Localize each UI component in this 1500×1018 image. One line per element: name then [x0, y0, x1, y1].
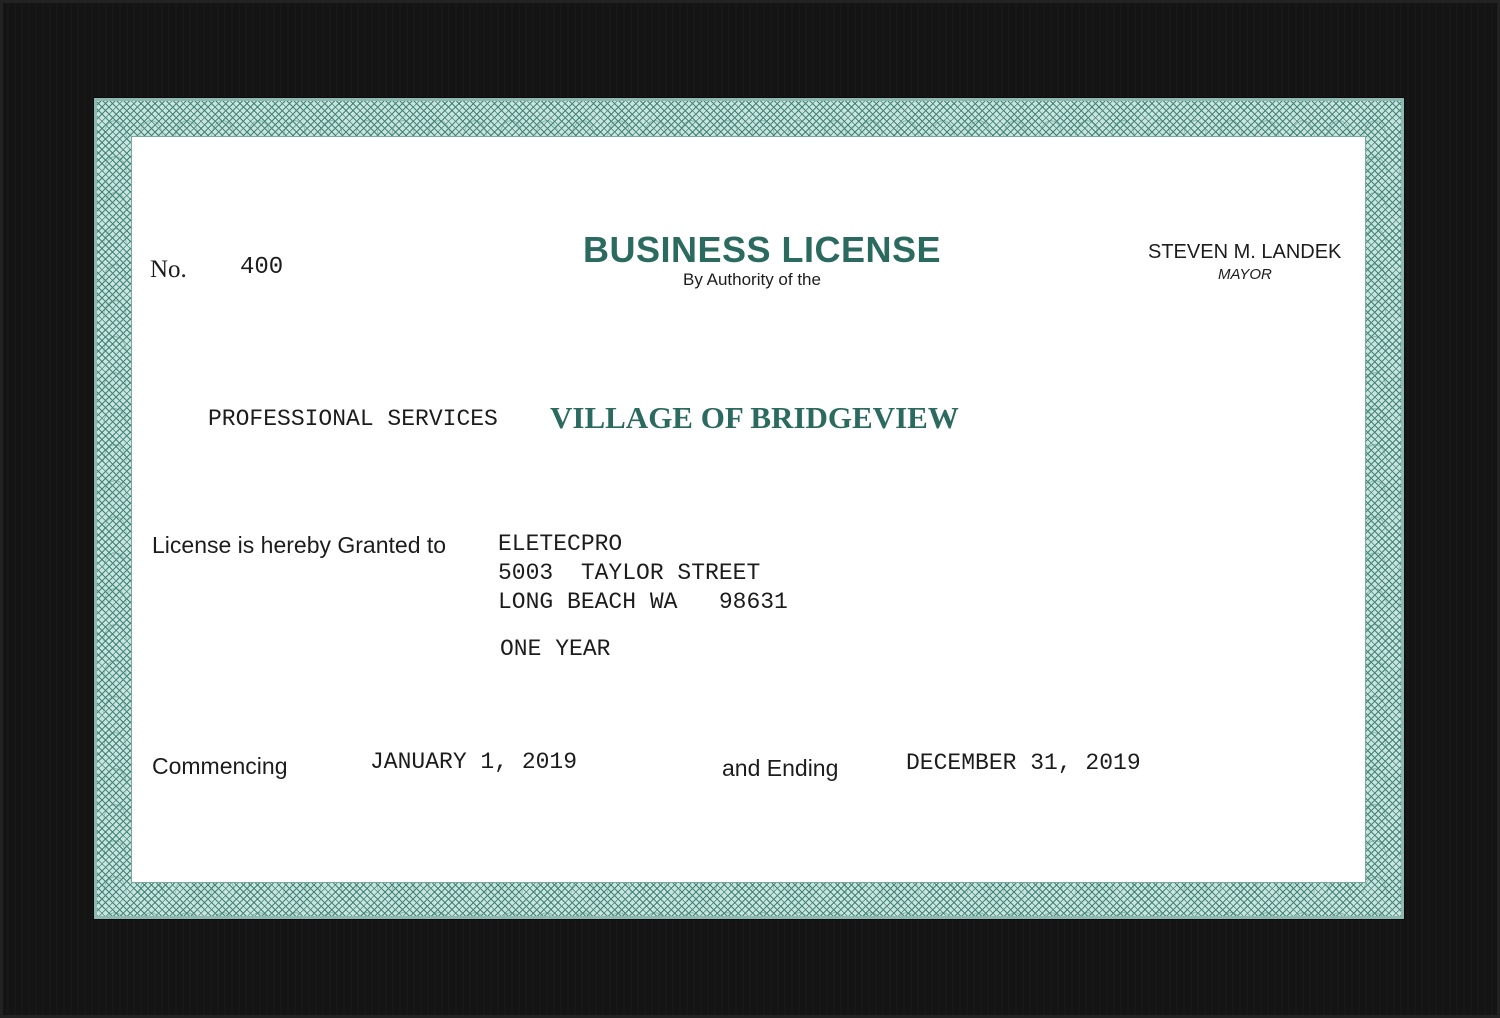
ending-label: and Ending [722, 755, 839, 781]
license-term: ONE YEAR [500, 636, 611, 662]
license-category: PROFESSIONAL SERVICES [208, 406, 498, 432]
license-number: 400 [240, 254, 284, 281]
issuing-village: VILLAGE OF BRIDGEVIEW [550, 400, 959, 435]
end-date: DECEMBER 31, 2019 [906, 750, 1141, 776]
granted-to-label: License is hereby Granted to [152, 532, 447, 558]
mayor-title: MAYOR [1218, 266, 1272, 283]
certificate-title: BUSINESS LICENSE [583, 229, 942, 270]
mayor-name: STEVEN M. LANDEK [1148, 241, 1342, 263]
grantee-name: ELETECPRO [498, 531, 623, 557]
grantee-street-address: 5003 TAYLOR STREET [498, 560, 761, 586]
commencing-label: Commencing [152, 753, 288, 779]
certificate-subtitle: By Authority of the [683, 270, 821, 289]
grantee-city-state-zip: LONG BEACH WA 98631 [498, 589, 788, 615]
license-number-label: No. [150, 256, 187, 283]
start-date: JANUARY 1, 2019 [370, 749, 578, 775]
